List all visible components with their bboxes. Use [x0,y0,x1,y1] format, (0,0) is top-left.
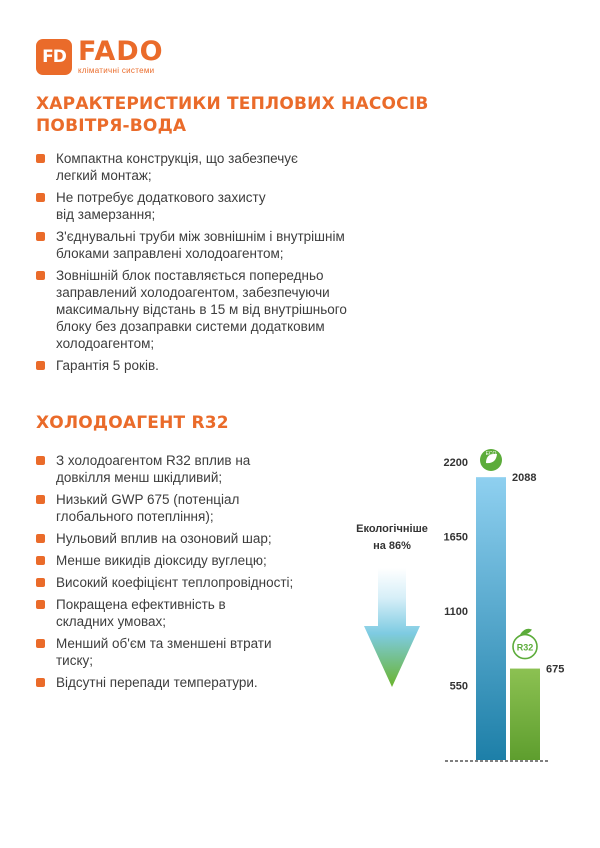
bullet-icon [36,495,45,504]
list-item [36,674,376,691]
bullet-icon [36,600,45,609]
bullet-icon [36,456,45,465]
list-item-text: блоками заправлені холодоагентом; [56,246,284,261]
r32-leaf-icon [520,629,532,635]
brand-name: FADO [78,36,164,67]
list-item [36,635,376,669]
bullet-icon [36,154,45,163]
list-item [36,228,376,262]
section1-title [36,93,429,137]
list-item-text: З'єднувальні труби між зовнішнім і внутрішнім [56,229,345,244]
bar-data-label: 675 [546,663,565,676]
section1-title-line: ХАРАКТЕРИСТИКИ ТЕПЛОВИХ НАСОСІВ [36,94,429,114]
section2-title-line: ХОЛОДОАГЕНТ R32 [36,413,229,433]
bullet-icon [36,232,45,241]
list-item-text: блоку без дозаправки системи додатковим [56,319,325,334]
list-item [36,574,376,591]
list-item-text: З холодоагентом R32 вплив на [56,453,251,468]
list-item-text: Менший об'єм та зменшені втрати [56,636,272,651]
list-item-text: Не потребує додаткового захисту [56,190,266,205]
bullet-icon [36,361,45,370]
list-item-text: заправлений холодоагентом, забезпечуючи [56,285,330,300]
bullet-icon [36,639,45,648]
y-tick-label: 550 [449,680,468,693]
list-item-text: тиску; [56,653,94,668]
list-item-text: Покращена ефективність в [56,597,226,612]
list-item [36,452,376,486]
list-item-text: холодоагентом; [56,336,155,351]
bullet-icon [36,271,45,280]
list-item-text: від замерзання; [56,207,156,222]
section2-features-list [36,452,376,696]
annotation-text: на 86% [373,540,411,552]
gwp-bar-chart [350,440,590,770]
section1-features-list [36,150,376,379]
list-item [36,189,376,223]
list-item [36,357,376,374]
bar [476,477,506,760]
brand-logo [36,38,164,75]
list-item-text: Високий коефіцієнт теплопровідності; [56,575,294,590]
bar-data-label: 2088 [512,472,537,485]
bullet-icon [36,556,45,565]
list-item-text: Менше викидів діоксиду вуглецю; [56,553,267,568]
y-tick-label: 1650 [443,531,468,544]
y-tick-label: 1100 [444,606,468,618]
eco-badge-label: ECO [485,451,497,457]
list-item-text: легкий монтаж; [56,168,152,183]
bullet-icon [36,678,45,687]
brand-tagline: кліматичні системи [78,66,155,75]
list-item-text: Компактна конструкція, що забезпечує [56,151,298,166]
section1-title-line: ПОВІТРЯ-ВОДА [36,116,187,136]
logo-badge-icon: FD [36,39,72,75]
r32-badge-label: R32 [516,642,534,653]
list-item-text: Відсутні перепади температури. [56,675,258,690]
list-item-text: Нульовий вплив на озоновий шар; [56,531,272,546]
section2-title [36,412,229,434]
list-item [36,596,376,630]
list-item [36,267,376,352]
bullet-icon [36,534,45,543]
list-item [36,491,376,525]
list-item [36,530,376,547]
list-item [36,552,376,569]
down-arrow-icon [364,568,420,687]
bullet-icon [36,578,45,587]
list-item-text: максимальну відстань в 15 м від внутрішнього [56,302,347,317]
list-item [36,150,376,184]
bar [510,669,540,760]
list-item-text: Гарантія 5 років. [56,358,159,373]
list-item-text: складних умовах; [56,614,166,629]
y-tick-label: 2200 [443,457,468,469]
list-item-text: Зовнішній блок поставляється попередньо [56,268,324,283]
list-item-text: Низький GWP 675 (потенціал [56,492,240,507]
list-item-text: глобального потепління); [56,509,214,524]
list-item-text: довкілля менш шкідливий; [56,470,223,485]
annotation-text: Екологічніше [356,523,428,535]
bullet-icon [36,193,45,202]
